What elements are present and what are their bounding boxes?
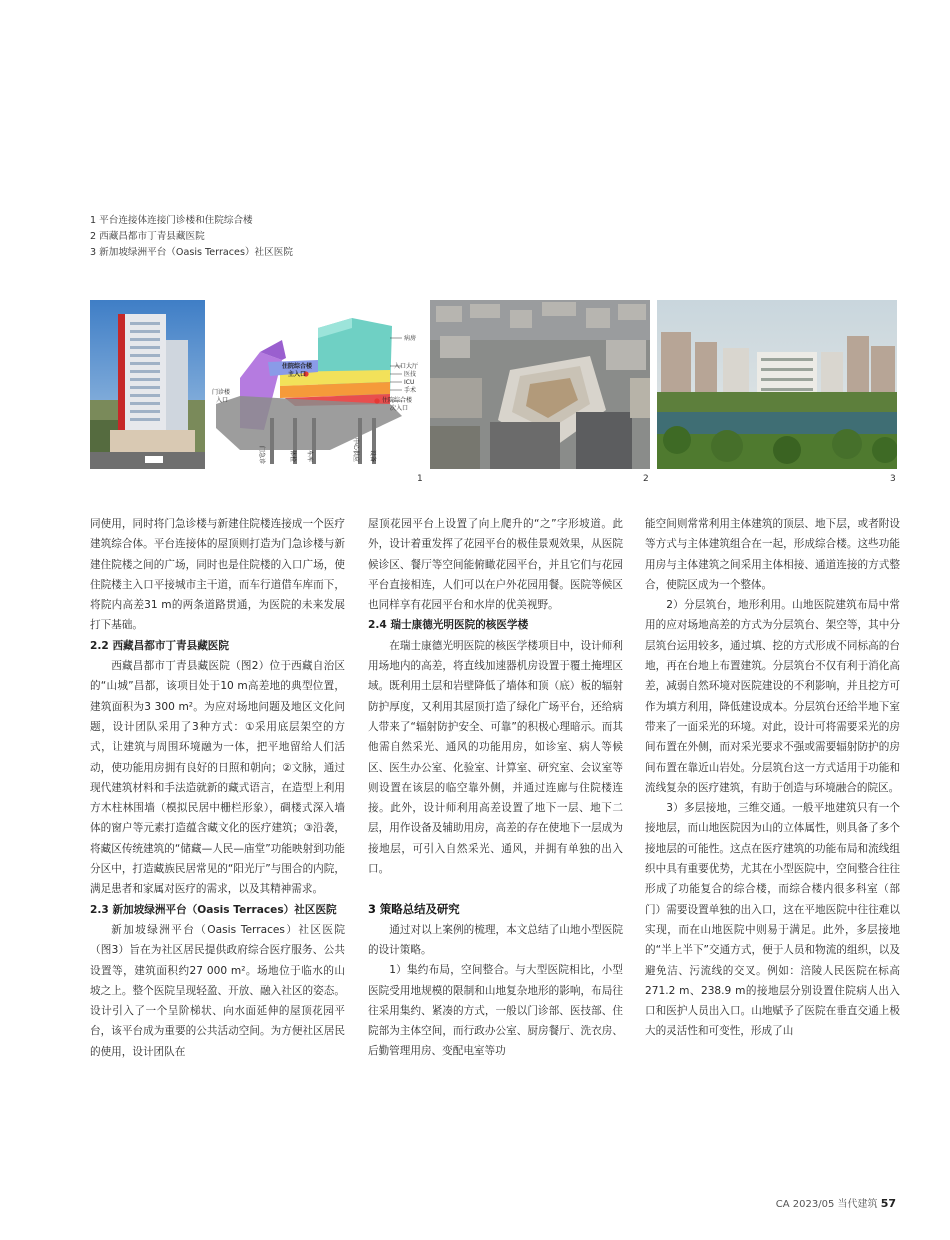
text-column-3 (645, 514, 900, 1042)
journal-name: CA 2023/05 当代建筑 (775, 1199, 878, 1210)
text-column-1 (90, 514, 345, 1062)
label-platform-2: 主入口 (288, 371, 307, 378)
figure-strip (0, 300, 950, 490)
figure-captions (90, 213, 293, 261)
label-platform-1: 住院综合楼 (282, 363, 313, 370)
caption-1: 1 平台连接体连接门诊楼和住院综合楼 (90, 215, 253, 226)
section-heading-2-3: 2.3 新加坡绿洲平台（Oasis Terraces）社区医院 (90, 903, 337, 916)
section-heading-2-2: 2.2 西藏昌都市丁青县藏医院 (90, 639, 229, 652)
paragraph: 1）集约布局，空间整合。与大型医院相比，小型医院受用地规模的限制和山地复杂地形的影响，布局往往采用集约、紧凑的方式，一般以门诊部、医技部、住院部为主体空间，而行政办公室、厨房餐厅、洗衣房、后勤管理用房、变配电室等功 (368, 964, 623, 1058)
label-outpatient-2: 入口 (216, 397, 229, 404)
figure-number-3: 3 (890, 474, 896, 484)
paragraph: 3）多层接地，三维交通。一般平地建筑只有一个接地层，而山地医院因为山的立体属性，则具备了多个接地层的可能性。这点在医疗建筑的功能布局和流线组织中具有重要优势，尤其在小型医院中，空间整合往往形成了功能复合的综合楼，而综合楼内很多科室（部门）需要设置单独的出入口，这在平地医院中往往难以实现，而在山地医院中则易于满足。此外，多层接地的“半上半下”交通方式，便于人员和物流的组织，以及避免洁、污流线的交叉。例如：涪陵人民医院在标高271.2 m、238.9 m的接地层分别设置住院病人出入口和医护人员出入口。山地赋予了医院在垂直交通上极大的灵活性和可变性，形成了山 (645, 802, 900, 1038)
section-heading-2-4: 2.4 瑞士康德光明医院的核医学楼 (368, 619, 529, 632)
caption-3: 3 新加坡绿洲平台（Oasis Terraces）社区医院 (90, 247, 293, 258)
caption-2: 2 西藏昌都市丁青县藏医院 (90, 231, 205, 242)
paragraph: 在瑞士康德光明医院的核医学楼项目中，设计师利用场地内的高差，将直线加速器机房设置于覆土掩埋区域。既利用土层和岩壁降低了墙体和顶（底）板的辐射防护厚度，又利用其屋顶打造了绿化广场平台，还给病人带来了“辐射防护安全、可靠”的积极心理暗示。而其他需自然采光、通风的功能用房，如诊室、病人等候区、医生办公室、化验室、计算室、研究室、会议室等则设置在该层的临空靠外侧，并通过连廊与住院楼连接。此外，设计师利用高差设置了地下一层、地下二层，用作设备及辅助用房，高差的存在使地下一层成为接地层，可引入自然采光、通风，并拥有单独的出入口。 (368, 639, 623, 876)
figure-1 (90, 300, 425, 469)
section-heading-3: 3 策略总结及研究 (368, 902, 460, 917)
aerial-photo (430, 300, 650, 469)
label-ward: 病房 (404, 335, 417, 342)
paragraph: 同使用，同时将门急诊楼与新建住院楼连接成一个医疗建筑综合体。平台连接体的屋顶则打造为门急诊楼与新建住院楼之间的广场，同时也是住院楼的入口广场，使住院楼主入口平接城市主干道，而车行道借车库而下，将院内高差31 m的两条道路贯通，为医院的未来发展打下基础。 (90, 518, 345, 632)
label-v1: 门急诊 (258, 446, 265, 465)
label-entrance-hall: 入口大厅 (394, 363, 419, 370)
paragraph: 新加坡绿洲平台（Oasis Terraces）社区医院（图3）旨在为社区居民提供政府综合医疗服务、公共设置等，建筑面积约27 000 m²。场地位于临水的山坡之上。整个医院呈现轻盈、开放、融入社区的姿态。设计引入了一个呈阶梯状、向水面延伸的屋顶花园平台，该平台成为重要的公共活动空间。为方便社区居民的使用，设计团队在 (90, 923, 345, 1058)
figure-2 (430, 300, 650, 469)
oasis-terraces-photo (657, 300, 897, 469)
paragraph: 能空间则常常利用主体建筑的顶层、地下层，或者附设等方式与主体建筑组合在一起，形成综合楼。这些功能用房与主体建筑之间采用主体相接、通道连接的方式整合，使院区成为一个整体。 (645, 518, 900, 591)
label-v3: 车库 (306, 450, 313, 463)
paragraph: 屋顶花园平台上设置了向上爬升的“之”字形坡道。此外，设计着重发挥了花园平台的极佳景观效果，从医院候诊区、餐厅等空间能俯瞰花园平台，并且它们与花园平台直接相连，人们可以在户外花园用餐。医院等候区也同样享有花园平台和水岸的优美视野。 (368, 518, 623, 612)
label-outpatient-1: 门诊楼 (212, 389, 231, 396)
text-column-2 (368, 514, 623, 1062)
figure-number-1: 1 (417, 474, 423, 484)
figure-1-graphic (90, 300, 425, 469)
page-number: 57 (880, 1197, 896, 1210)
label-surgery: 手术 (404, 387, 417, 394)
page-footer (776, 1195, 896, 1210)
label-icu: ICU (404, 379, 415, 386)
label-v2: 体检 (289, 450, 296, 463)
paragraph: 通过对以上案例的梳理，本文总结了山地小型医院的设计策略。 (368, 923, 623, 956)
label-v4: 中心供应 (352, 438, 359, 463)
paragraph: 2）分层筑台，地形利用。山地医院建筑布局中常用的应对场地高差的方式为分层筑台、架空等，其中分层筑台运用较多，通过填、挖的方式形成不同标高的台地，再在台地上布置建筑。分层筑台不仅有利于消化高差，减弱自然环境对医院建设的不利影响，并且挖方可作为填方利用，降低建设成本。分层筑台还给半地下室带来了一面采光的环境。对此，设计可将需要采光的房间布置在外侧，而对采光要求不强或需要辐射防护的房间布置在靠近山岩处。分层筑台这一方式适用于功能和流线复杂的医疗建筑，有助于创造与环境融合的院区。 (645, 599, 900, 794)
label-v5: 设备 (369, 450, 376, 463)
label-inpatient-entrance-1: 住院综合楼 (382, 397, 413, 404)
paragraph: 西藏昌都市丁青县藏医院（图2）位于西藏自治区的“山城”昌都，该项目处于10 m高差地的典型位置，建筑面积为3 300 m²。为应对场地问题及地区文化问题，设计团队采用了3种方式：①采用底层架空的方式，让建筑与周围环境融为一体，把平地留给人们活动，使功能用房拥有良好的日照和朝向；②文脉，通过现代建筑材料和手法造就新的藏式语言，在造型上利用方木柱林围墙（模拟民居中栅栏形象），碉楼式深入墙体的窗户等元素打造蕴含藏文化的医疗建筑；③沿袭，将藏区传统建筑的“储藏—人民—庙堂”功能映射到功能分区中，打造藏族民居常见的“阳光厅”与围合的内院，满足患者和家属对医疗的需求，以及其精神需求。 (90, 660, 345, 896)
label-inpatient-entrance-2: 次入口 (390, 405, 409, 412)
figure-3 (657, 300, 897, 469)
label-medical-tech: 医技 (404, 371, 417, 378)
figure-number-2: 2 (643, 474, 649, 484)
